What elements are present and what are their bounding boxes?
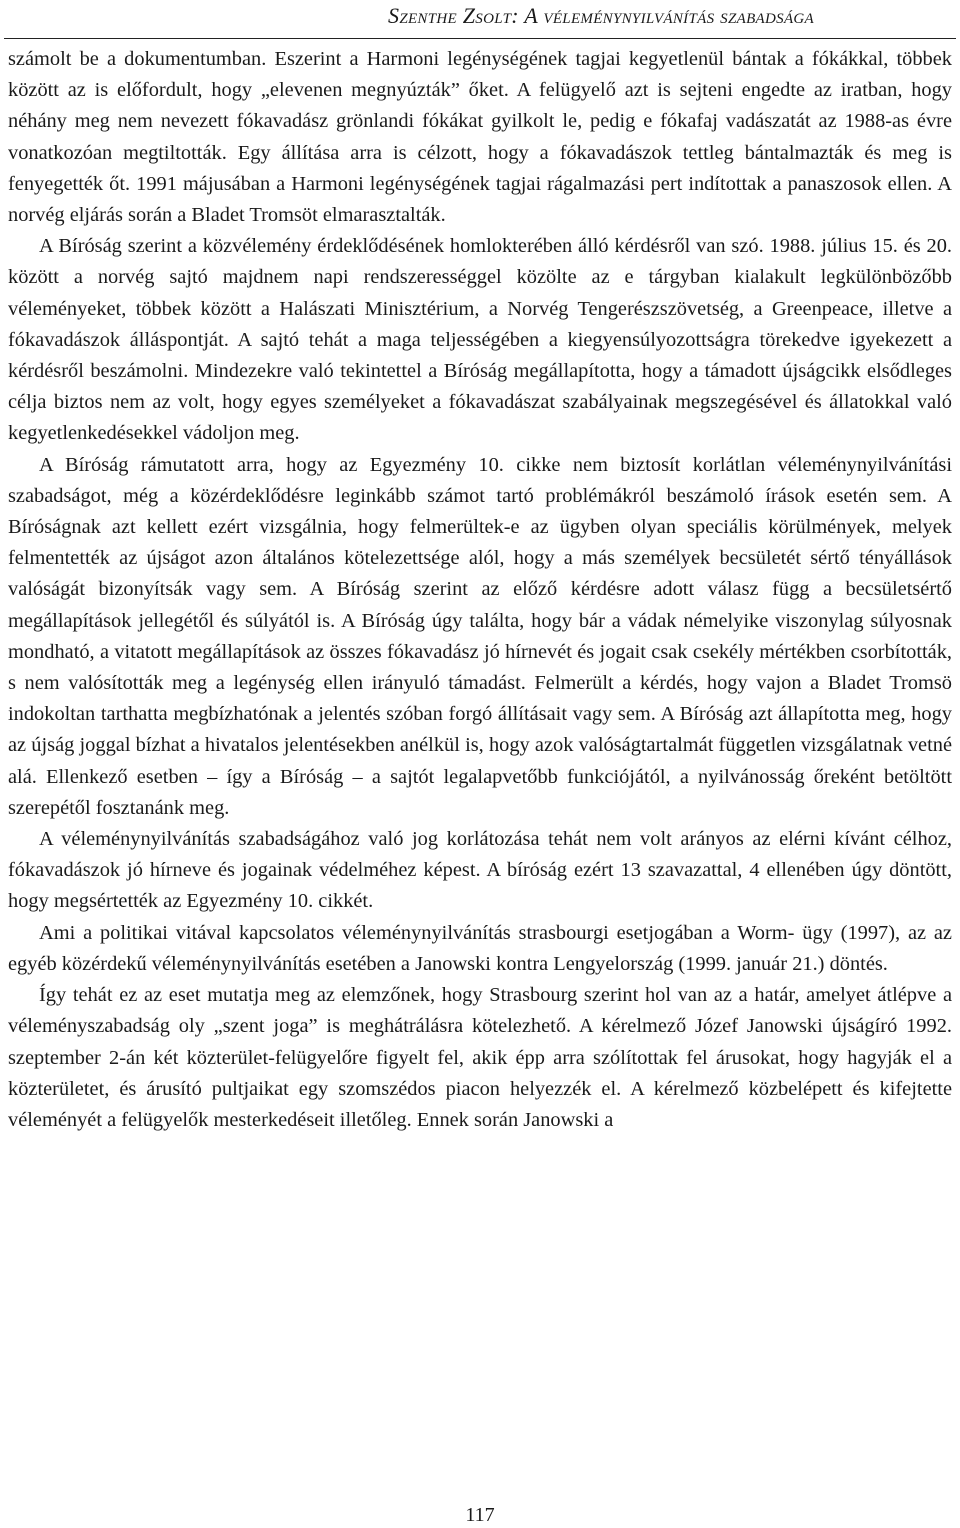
paragraph-4: A véleménynyilvánítás szabadságához való jog korlátozása tehát nem volt arányos az elérni kívánt célhoz, fókavadászok jó hírneve és jogainak védelméhez képest. A bíróság ezért 13 szavazattal, 4 ellenében úgy döntött, hogy megsértették az Egyezmény 10. cikkét.: [8, 828, 952, 913]
header-rule: [4, 38, 956, 39]
paragraph-6: Így tehát ez az eset mutatja meg az elemzőnek, hogy Strasbourg szerint hol van az a határ, amelyet átlépve a véleményszabadság oly „szent joga” is meghátrálásra kötelezhető. A kérelmező Józef Janowski újságíró 1992. szeptember 2-án két közterület-felügyelőre figyelt fel, akik épp arra szólítottak fel árusokat, hogy hagyják el a közterületet, és árusító pultjaikat egy szomszédos piacon helyezzék el. A kérelmező közbelépett és kifejtette véleményét a felügyelők mesterkedéseit illetőleg. Ennek során Janowski a: [8, 984, 952, 1131]
paragraph-2: A Bíróság szerint a közvélemény érdeklődésének homlokterében álló kérdésről van szó. 1988. július 15. és 20. között a norvég sajtó majdnem napi rendszerességgel közölte az e tárgyban kialakult legkülönbözőbb véleményeket, többek között a Halászati Minisztérium, a Norvég Tengerészszövetség, a Greenpeace, illetve a fókavadászok álláspontját. A sajtó tehát a maga teljességében a kiegyensúlyozottságra törekedve igyekezett a kérdésről beszámolni. Mindezekre való tekintettel a Bíróság megállapította, hogy a támadott újságcikk elsődleges célja biztos nem az volt, hogy egyes személyeket a fókavadászat szabályainak megszegésével és állatokkal való kegyetlenkedésekkel vádoljon meg.: [8, 235, 952, 445]
document-body: [8, 44, 952, 1136]
running-header: [0, 0, 960, 41]
paragraph-5: Ami a politikai vitával kapcsolatos véleménynyilvánítás strasbourgi esetjogában a Worm- ügy (1997), az az egyéb közérdekű véleménynyilvánítás esetében a Janowski kontra Lengyelország (1999. január 21.) döntés.: [8, 921, 952, 975]
page-number: 117: [465, 1504, 495, 1526]
paragraph-1: számolt be a dokumentumban. Eszerint a Harmoni legénységének tagjai kegyetlenül bántak a fókákkal, többek között az is előfordult, hogy „elevenen megnyúzták” őket. A felügyelő azt is sejteni engedte az iratban, hogy néhány meg nem nevezett fókavadász grönlandi fókákat gyilkolt le, pedig e fókafaj vadászatát az 1988-as évre vonatkozóan megtiltották. Egy állítása arra is célzott, hogy a fókavadászok tettleg bántalmazták és meg is fenyegették őt. 1991 májusában a Harmoni legénységének tagjai rágalmazási pert indítottak a panaszosok ellen. A norvég eljárás során a Bladet Tromsöt elmarasztalták.: [8, 48, 952, 227]
running-title: [388, 3, 814, 29]
running-title-text: Szenthe Zsolt: A véleménynyilvánítás szabadsága: [388, 3, 814, 28]
paragraph-3: A Bíróság rámutatott arra, hogy az Egyezmény 10. cikke nem biztosít korlátlan véleménynyilvánítási szabadságot, még a közérdeklődésre leginkább számot tartó problémákról beszámoló írások esetén sem. A Bíróságnak azt kellett ezért vizsgálnia, hogy felmerültek-e az ügyben olyan speciális körülmények, melyek felmentették az újságot azon általános kötelezettsége alól, hogy a más személyek becsületét sértő tényállások valóságát bizonyítsák vagy sem. A Bíróság szerint az előző kérdésre adott válasz függ a becsületsértő megállapítások jellegétől és súlyától is. A Bíróság úgy találta, hogy bár a vádak némelyike viszonylag súlyosnak mondható, a vitatott megállapítások az összes fókavadász jó hírnevét és jogait csak csekély mértékben csorbították, s nem valósították meg a legénység ellen irányuló támadást. Felmerült a kérdés, hogy vajon a Bladet Tromsö indokoltan tarthatta megbízhatónak a jelentés szóban forgó állításait vagy sem. A Bíróság azt állapította meg, hogy az újság joggal bízhat a hivatalos jelentésekben anélkül is, hogy azok valóságtartalmát független vizsgálatnak vetné alá. Ellenkező esetben – így a Bíróság – a sajtót legalapvetőbb funkciójától, a nyilvánosság őreként betöltött szerepétől fosztanánk meg.: [8, 453, 952, 819]
